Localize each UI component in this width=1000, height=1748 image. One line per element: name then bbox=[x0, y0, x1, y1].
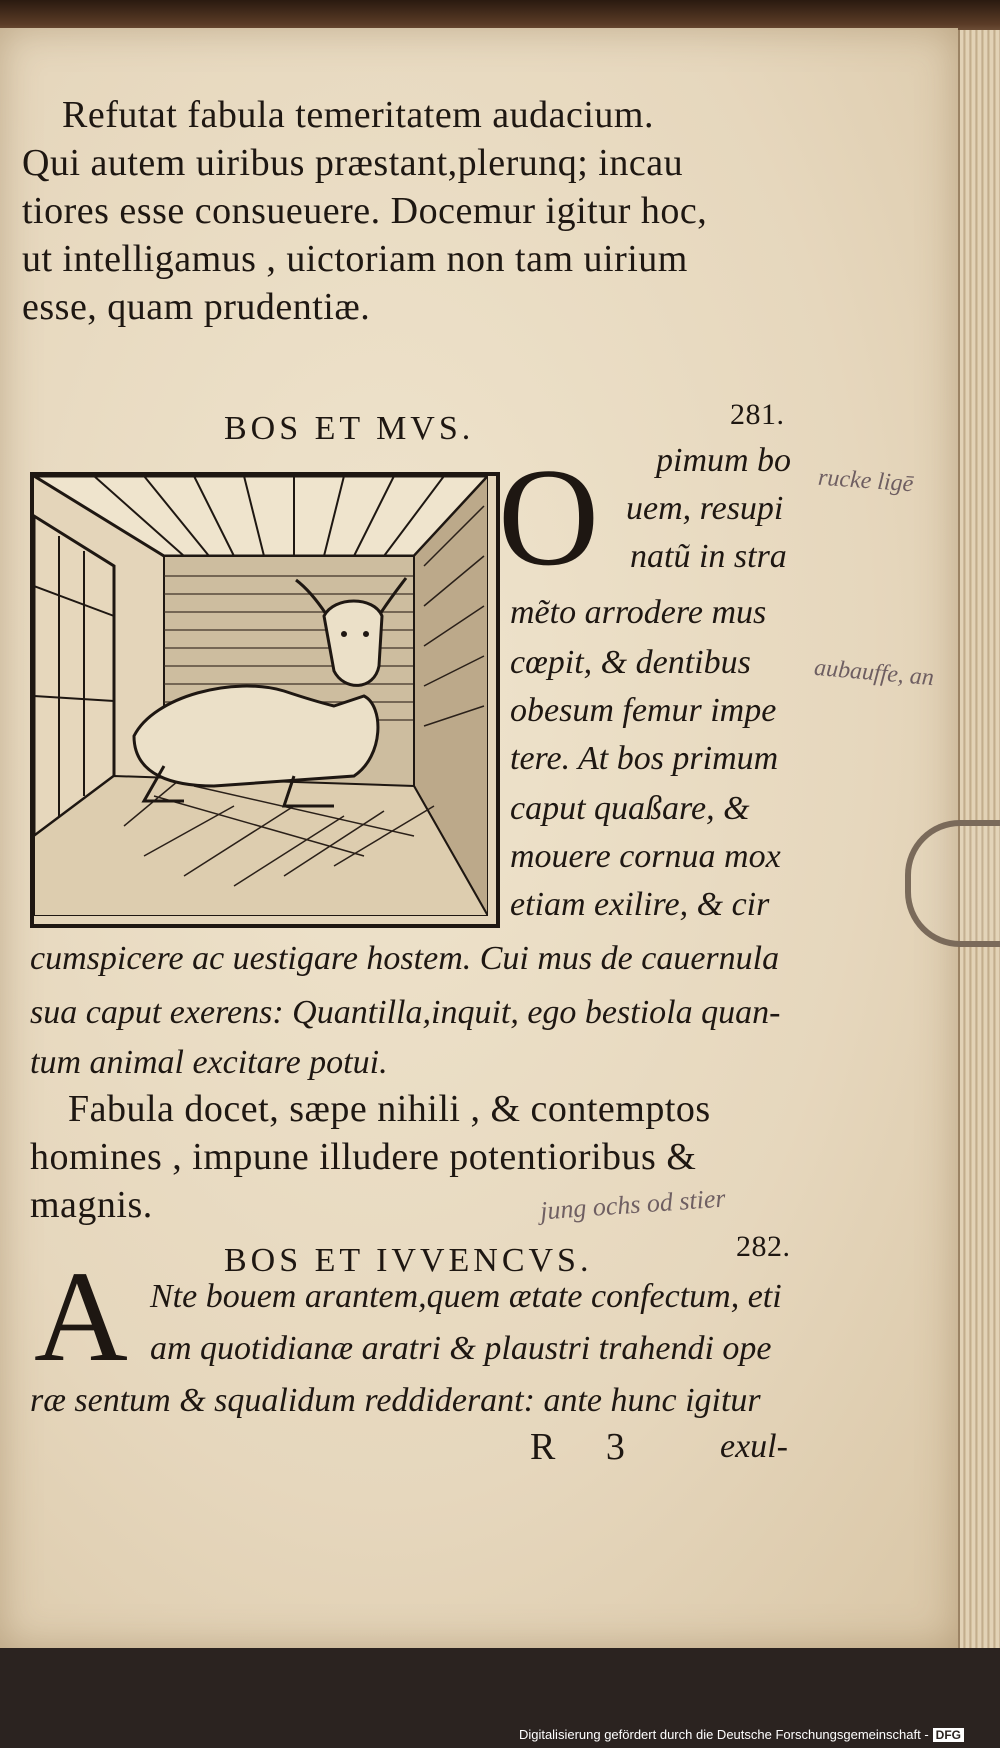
book-clasp bbox=[905, 820, 1000, 947]
text-line: Qui autem uiribus præstant,plerunq; incau bbox=[22, 142, 684, 184]
text-line: cumspicere ac uestigare hostem. Cui mus de cauernula bbox=[30, 940, 780, 977]
text-line: obesum femur impe bbox=[510, 692, 777, 729]
text-line: cœpit, & dentibus bbox=[510, 644, 751, 681]
text-line: Fabula docet, sæpe nihili , & contemptos bbox=[68, 1088, 711, 1130]
text-line: sua caput exerens: Quantilla,inquit, ego bestiola quan- bbox=[30, 994, 781, 1031]
text-line: mouere cornua mox bbox=[510, 838, 781, 875]
text-line: homines , impune illudere potentioribus & bbox=[30, 1136, 697, 1178]
text-line: tere. At bos primum bbox=[510, 740, 779, 777]
digitization-credit bbox=[519, 1727, 964, 1742]
drop-cap-a: A bbox=[34, 1245, 128, 1389]
text-line: esse, quam prudentiæ. bbox=[22, 286, 371, 328]
text-line: pimum bo bbox=[656, 442, 792, 479]
marginal-note: aubauffe, an bbox=[813, 654, 935, 692]
text-line: caput quaßare, & bbox=[510, 790, 750, 827]
text-line: Nte bouem arantem,quem ætate confectum, eti bbox=[150, 1278, 782, 1315]
text-line: Refutat fabula temeritatem audacium. bbox=[62, 94, 654, 136]
ox-in-stable-image bbox=[34, 476, 488, 916]
dfg-logo: DFG bbox=[933, 1728, 964, 1742]
marginal-note: rucke ligē bbox=[817, 464, 915, 498]
text-line: am quotidianæ aratri & plaustri trahendi ope bbox=[150, 1330, 772, 1367]
text-line: ræ sentum & squalidum reddiderant: ante hunc igitur bbox=[30, 1382, 761, 1419]
text-line: tiores esse consueuere. Docemur igitur hoc, bbox=[22, 190, 708, 232]
marginal-note: jung ochs od stier bbox=[539, 1183, 727, 1226]
fable-281-title: BOS ET MVS. bbox=[224, 410, 475, 447]
text-line: magnis. bbox=[30, 1184, 153, 1226]
drop-cap-o: O bbox=[498, 440, 600, 595]
credit-text: Digitalisierung gefördert durch die Deutsche Forschungsgemeinschaft - bbox=[518, 1727, 929, 1742]
text-line: ut intelligamus , uictoriam non tam uirium bbox=[22, 238, 688, 280]
text-line: uem, resupi bbox=[626, 490, 784, 527]
catchword: exul- bbox=[720, 1428, 788, 1465]
text-line: natũ in stra bbox=[630, 538, 787, 575]
woodcut-ox-illustration bbox=[30, 472, 500, 928]
fable-282-title: BOS ET IVVENCVS. bbox=[224, 1242, 593, 1279]
signature-mark: R 3 bbox=[530, 1426, 626, 1468]
fable-282-number: 282. bbox=[736, 1230, 791, 1263]
text-line: mẽto arrodere mus bbox=[510, 594, 767, 631]
fable-281-number: 281. bbox=[730, 398, 785, 431]
text-line: etiam exilire, & cir bbox=[510, 886, 770, 923]
text-line: tum animal excitare potui. bbox=[30, 1044, 388, 1081]
